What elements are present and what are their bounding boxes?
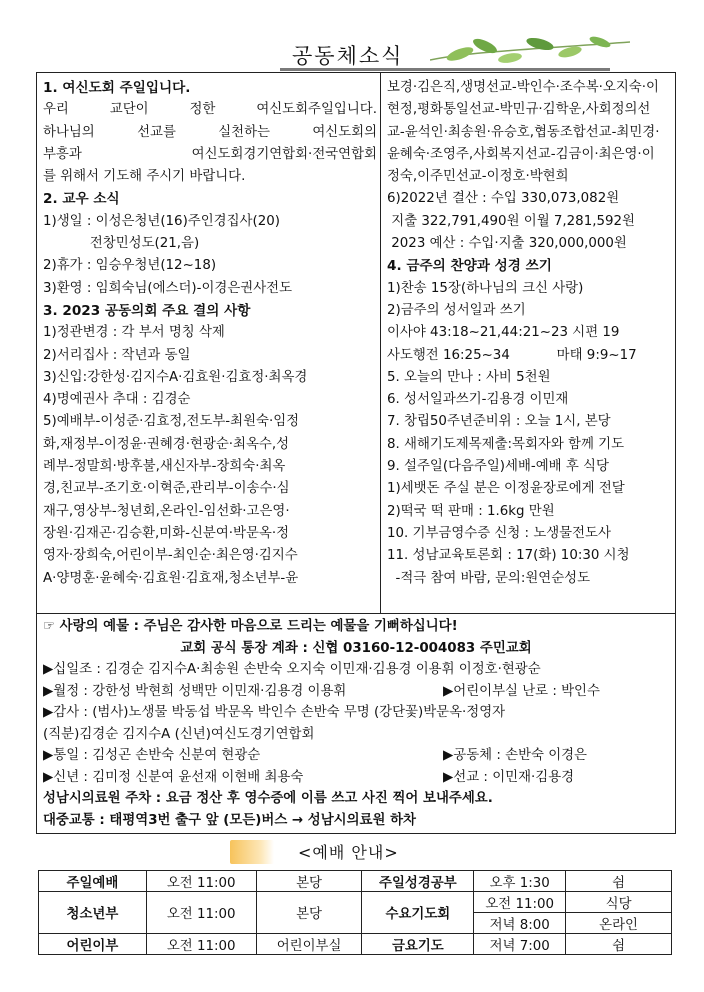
thanks-list: ▶감사 : (범사)노생물 박동섭 박문옥 박인수 손반숙 무명 (강단꽃)박문옥·정영자 (43, 705, 506, 720)
text-line: 2)떡국 떡 판매 : 1.6kg 만원 (387, 503, 555, 519)
text-line: 이사야 43:18~21,44:21~23 시편 19 (387, 325, 620, 341)
text-line: 2. 교우 소식 (43, 191, 120, 208)
text-line: 6. 성서일과쓰기-김용경 이민재 (387, 392, 569, 408)
table-cell: 오전 11:00 (146, 934, 256, 955)
table-cell: 본당 (256, 892, 362, 934)
newyear-list: ▶신년 : 김미정 신분여 윤선재 이현배 최용숙 (43, 769, 304, 785)
community-list: ▶공동체 : 손반숙 이경은 (443, 748, 587, 763)
text-line: 교-윤석인·최송원·유승호,협동조합선교-최민경· (387, 124, 660, 140)
table-cell: 온라인 (566, 913, 672, 934)
text-line: 7. 창립50주년준비위 : 오늘 1시, 본당 (387, 414, 611, 430)
title-underline (280, 68, 610, 71)
newyear-row (43, 767, 669, 789)
text-line: 를 위해서 기도해 주시기 바랍니다. (43, 169, 246, 185)
table-row (39, 934, 672, 955)
text-line: 윤혜숙·조영주,사회복지선교-김금이·최은영·이 (387, 146, 655, 162)
thanks-list-2: (직분)김경순 김지수A (신년)여신도경기연합회 (43, 726, 315, 742)
table-cell: 쉼 (566, 871, 672, 892)
table-cell: 청소년부 (39, 892, 147, 934)
text-line: A·양명훈·윤혜숙·김효원·김효재,청소년부-윤 (43, 570, 299, 586)
text-line: 재구,영상부-청년회,온라인-임선화·고은영· (43, 503, 290, 519)
service-title: <예배 안내> (298, 843, 399, 862)
text-line: 영자·장희숙,어린이부-최인순·최은영·김지수 (43, 548, 298, 564)
table-cell: 저녁 8:00 (474, 913, 566, 934)
text-line: 9. 설주일(다음주일)세배-예배 후 식당 (387, 459, 609, 475)
table-cell: 저녁 7:00 (474, 934, 566, 955)
table-cell: 오후 1:30 (474, 871, 566, 892)
flower-decoration-icon (230, 840, 274, 864)
text-line: 장원·김재곤·김승환,미화-신분여·박문옥·정 (43, 525, 290, 541)
text-line: 경,친교부-조기호·이혁준,관리부-이송수·심 (43, 481, 290, 497)
table-cell: 어린이부 (39, 934, 147, 955)
text-line: 2)휴가 : 임승우청년(12~18) (43, 258, 217, 274)
text-line: 1)찬송 15장(하나님의 크신 사랑) (387, 280, 584, 296)
text-line: 2)금주의 성서일과 쓰기 (387, 302, 526, 318)
monthly-list: ▶월정 : 강한성 박현희 성백만 이민재·김용경 이용휘 (43, 683, 347, 699)
table-cell: 오전 11:00 (146, 892, 256, 934)
text-line: 례부-정말희·방후불,새신자부-장희숙·최옥 (43, 459, 286, 475)
offering-notice (36, 614, 676, 834)
tithe-list: ▶십일조 : 김경순 김지수A·최송원 손반숙 오지숙 이민재·김용경 이용휘 이정호·현광순 (43, 662, 541, 677)
text-line: 2)서리집사 : 작년과 동일 (43, 347, 191, 363)
table-cell: 어린이부실 (256, 934, 362, 955)
table-cell: 쉼 (566, 934, 672, 955)
header (0, 0, 704, 70)
table-cell: 주일예배 (39, 871, 147, 892)
text-line: 6)2022년 결산 : 수입 330,073,082원 (387, 191, 620, 207)
text-line: 보경·김은직,생명선교-박인수·조수복·오지숙·이 (387, 80, 659, 95)
text-line: 3)신입:강한성·김지수A·김효원·김효정·최옥경 (43, 369, 308, 385)
service-table (38, 870, 672, 955)
monthly-row (43, 681, 669, 703)
text-line: -적극 참여 바람, 문의:원연순성도 (387, 570, 591, 586)
text-line: 1)생일 : 이성은청년(16)주인경집사(20) (43, 213, 280, 229)
text-line: 8. 새해기도제목제출:목회자와 함께 기도 (387, 436, 625, 452)
page-title: 공동체소식 (292, 44, 404, 68)
text-line: 1. 여신도회 주일입니다. (43, 80, 191, 96)
column-divider (380, 73, 381, 613)
text-line: 전창민성도(21,음) (43, 236, 200, 252)
table-cell: 주일성경공부 (362, 871, 474, 892)
mission-list: ▶선교 : 이민재·김용경 (443, 769, 575, 785)
text-line: 지출 322,791,490원 이월 7,281,592원 (387, 213, 635, 229)
parking-info: 성남시의료원 주차 : 요금 정산 후 영수증에 이름 쓰고 사진 찍어 보내주세요. (43, 791, 493, 806)
text-line: 4. 금주의 찬양과 성경 쓰기 (387, 258, 552, 275)
unify-list: ▶통일 : 김성곤 손반숙 신분여 현광순 (43, 748, 261, 763)
text-line: 4)명예권사 추대 : 김경순 (43, 392, 191, 408)
table-row (39, 892, 672, 913)
table-cell: 오전 11:00 (474, 892, 566, 913)
text-line: 화,재정부-이정윤·권혜경·현광순·최옥수,성 (43, 436, 290, 452)
text-line: 2023 예산 : 수입·지출 320,000,000원 (387, 236, 627, 252)
leaf-decoration-icon (430, 32, 630, 72)
table-cell: 본당 (256, 871, 362, 892)
text-line: 1)세뱃돈 주실 분은 이정윤장로에게 전달 (387, 481, 625, 497)
table-row (39, 871, 672, 892)
text-line: 11. 성남교육토론회 : 17(화) 10:30 시청 (387, 548, 630, 564)
table-cell: 수요기도회 (362, 892, 474, 934)
right-column (387, 77, 675, 590)
kids-stove-list: ▶어린이부실 난로 : 박인수 (443, 683, 600, 699)
text-line: 부흥과 여신도회경기연합회·전국연합회 (43, 146, 377, 162)
text-line: 5. 오늘의 만나 : 사비 5천원 (387, 369, 551, 385)
table-cell: 오전 11:00 (146, 871, 256, 892)
text-line: 정숙,이주민선교-이정호·박현희 (387, 169, 569, 185)
unify-row (43, 745, 669, 767)
offering-title: ☞ 사랑의 예물 : 주님은 감사한 마음으로 드리는 예물을 기뻐하십니다! (43, 619, 458, 634)
account-info: 교회 공식 통장 계좌 : 신협 03160-12-004083 주민교회 (180, 640, 532, 656)
text-line: 3. 2023 공동의회 주요 결의 사항 (43, 302, 251, 319)
text-line: 1)정관변경 : 각 부서 명칭 삭제 (43, 325, 225, 341)
left-column (43, 77, 377, 590)
text-line: 사도행전 16:25~34 마태 9:9~17 (387, 347, 637, 363)
text-line: 5)예배부-이성준·김효정,전도부-최원숙·임정 (43, 414, 300, 430)
text-line: 현정,평화통일선교-박민규·김학운,사회정의선 (387, 102, 651, 118)
table-cell: 금요기도 (362, 934, 474, 955)
table-cell: 식당 (566, 892, 672, 913)
news-box (36, 72, 676, 614)
text-line: 하나님의 선교를 실천하는 여신도회의 (43, 124, 377, 140)
transit-info: 대중교통 : 태평역3번 출구 앞 (모든)버스 → 성남시의료원 하차 (43, 812, 416, 828)
text-line: 우리 교단이 정한 여신도회주일입니다. (43, 102, 377, 118)
service-header (0, 838, 704, 868)
text-line: 3)환영 : 임희숙님(에스더)-이경은권사전도 (43, 280, 293, 296)
text-line: 10. 기부금영수증 신청 : 노생물전도사 (387, 525, 611, 541)
